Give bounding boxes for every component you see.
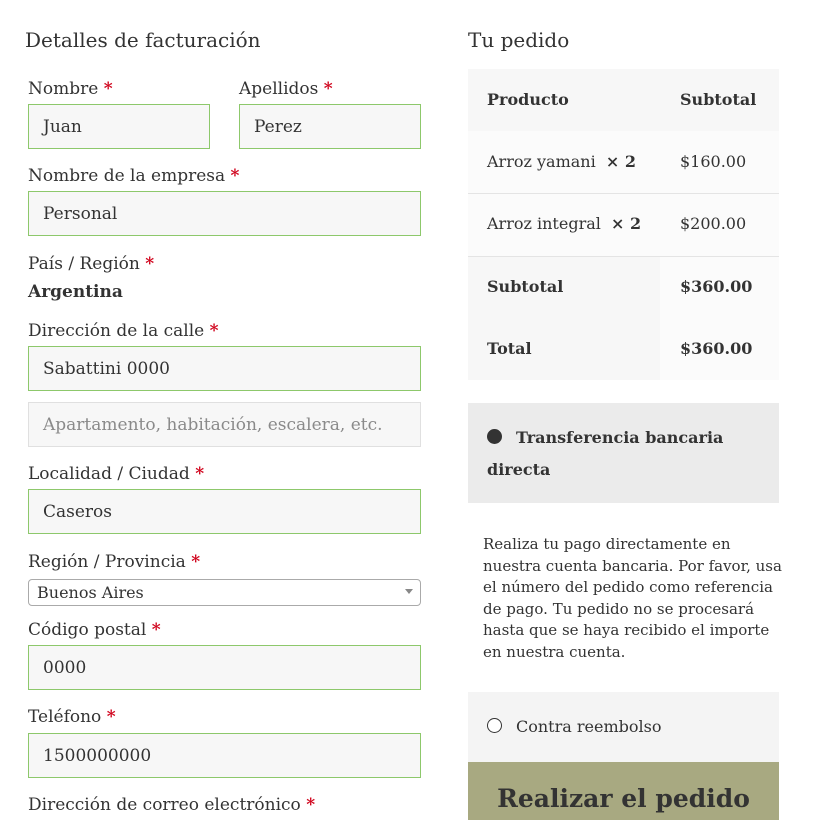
bank-transfer-description: Realiza tu pago directamente en nuestra cuenta bancaria. Por favor, usa el número del pedido como referencia de pago. Tu pedido no se procesará hasta que se haya recibido el importe en nuestra cuenta. <box>483 535 782 661</box>
company-field[interactable]: Personal <box>28 191 421 236</box>
postcode-field[interactable]: 0000 <box>28 645 421 690</box>
bank-transfer-label: Transferencia bancaria <box>516 428 724 447</box>
bank-transfer-radio[interactable] <box>487 429 502 444</box>
cod-label: Contra reembolso <box>516 717 662 736</box>
street-field[interactable]: Sabattini 0000 <box>28 346 421 391</box>
chevron-down-icon <box>405 589 413 594</box>
order-heading: Tu pedido <box>468 28 570 52</box>
total-label: Total <box>487 339 532 358</box>
street-label: Dirección de la calle * <box>28 321 219 341</box>
last-name-field[interactable]: Perez <box>239 104 421 149</box>
col-subtotal-header: Subtotal <box>680 90 757 109</box>
company-label: Nombre de la empresa * <box>28 166 240 186</box>
item-name: Arroz yamani × 2 <box>487 152 636 171</box>
subtotal-label: Subtotal <box>487 277 564 296</box>
state-label: Región / Provincia * <box>28 552 201 572</box>
city-field[interactable]: Caseros <box>28 489 421 534</box>
street2-field[interactable]: Apartamento, habitación, escalera, etc. <box>28 402 421 447</box>
item-name: Arroz integral × 2 <box>487 214 642 233</box>
state-select[interactable] <box>28 579 421 606</box>
item-price: $160.00 <box>680 152 747 171</box>
item-price: $200.00 <box>680 214 747 233</box>
city-label: Localidad / Ciudad * <box>28 464 205 484</box>
subtotal-value: $360.00 <box>680 277 753 296</box>
cod-radio[interactable] <box>487 718 502 733</box>
state-select-value: Buenos Aires <box>37 583 144 602</box>
place-order-button[interactable]: Realizar el pedido <box>468 762 779 820</box>
country-value: Argentina <box>28 282 123 302</box>
postcode-label: Código postal * <box>28 620 161 640</box>
last-name-label: Apellidos * <box>239 79 333 99</box>
phone-label: Teléfono * <box>28 707 116 727</box>
bank-transfer-label-cont: directa <box>487 460 551 479</box>
email-label: Dirección de correo electrónico * <box>28 795 316 815</box>
bank-transfer-option[interactable] <box>468 403 779 503</box>
country-label: País / Región * <box>28 254 155 274</box>
totals-value-column <box>660 257 779 380</box>
first-name-field[interactable]: Juan <box>28 104 210 149</box>
phone-field[interactable]: 1500000000 <box>28 733 421 778</box>
col-product-header: Producto <box>487 90 569 109</box>
total-value: $360.00 <box>680 339 753 358</box>
billing-heading: Detalles de facturación <box>25 28 261 52</box>
first-name-label: Nombre * <box>28 79 113 99</box>
